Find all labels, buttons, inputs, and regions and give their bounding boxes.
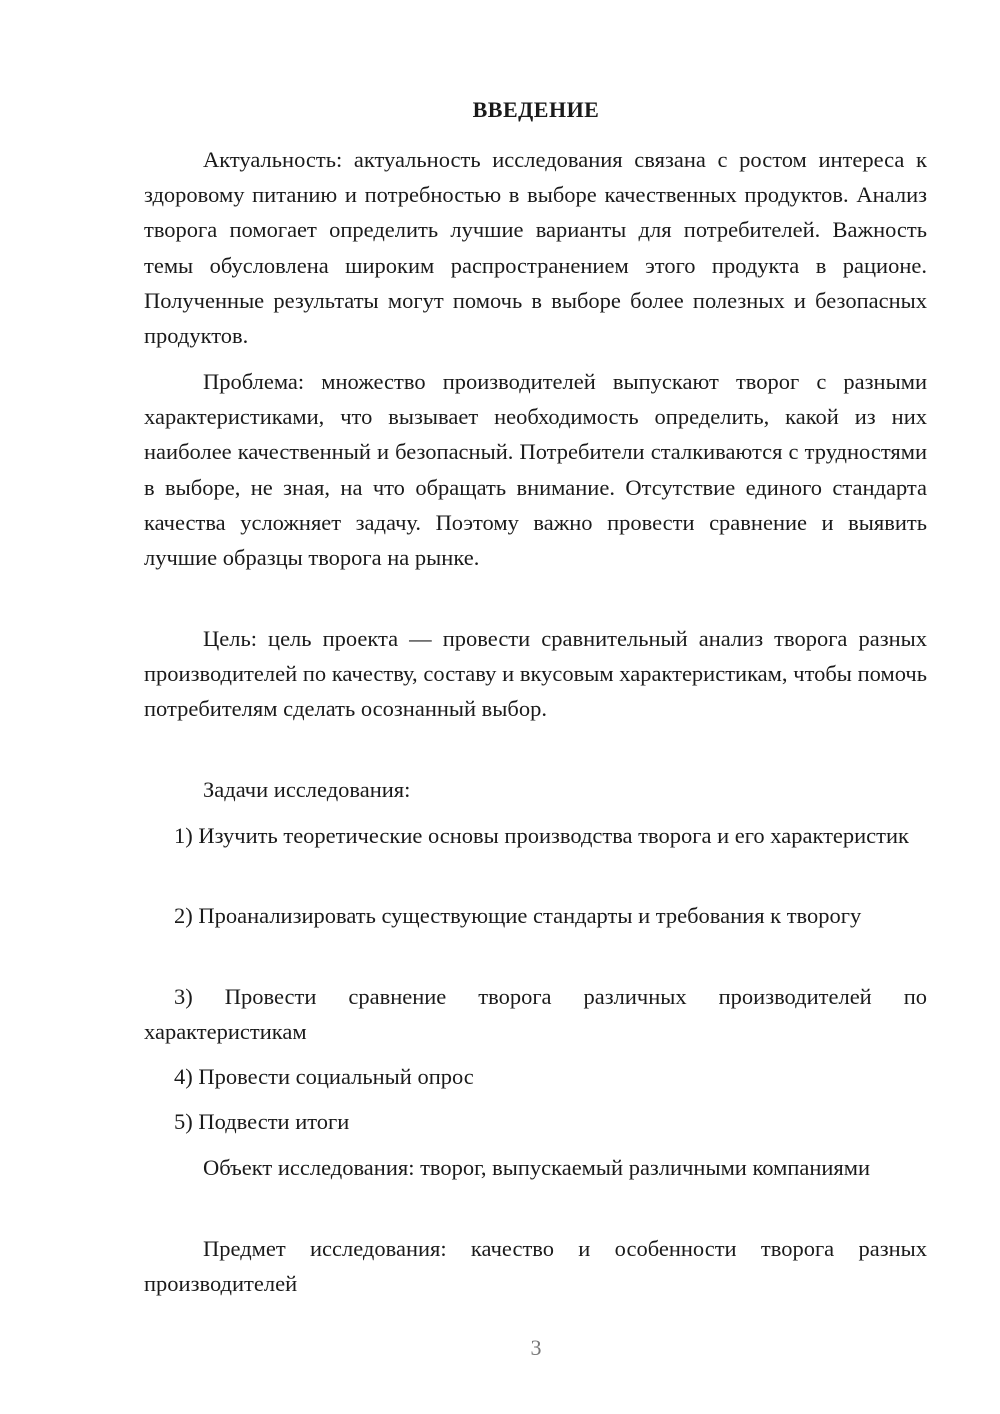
page-number: 3 — [530, 1335, 542, 1360]
page-title: ВВЕДЕНИЕ — [472, 97, 600, 122]
tasks-heading: Задачи исследования: — [203, 777, 411, 802]
paragraph-relevance: Актуальность: актуальность исследования связана с ростом интереса к здоровому питанию и потребностью в выборе качественных продуктов. Анализ творога помогает определить лучшие варианты для потребителей. Важность темы обусловлена широким распространением этого продукта в рационе. Полученные результаты могут помочь в выборе более полезных и безопасных продуктов. — [144, 147, 927, 349]
task-item-4: 4) Провести социальный опрос — [174, 1064, 474, 1089]
task-item-5: 5) Подвести итоги — [174, 1109, 350, 1134]
paragraph-object: Объект исследования: творог, выпускаемый различными компаниями — [203, 1155, 871, 1180]
task-item-2: 2) Проанализировать существующие стандарты и требования к творогу — [174, 903, 862, 928]
task-item-3: 3) Провести сравнение творога различных производителей по характеристикам — [144, 984, 927, 1045]
task-item-1: 1) Изучить теоретические основы производства творога и его характеристик — [174, 823, 909, 848]
paragraph-subject: Предмет исследования: качество и особенности творога разных производителей — [144, 1236, 927, 1297]
paragraph-goal: Цель: цель проекта — провести сравнительный анализ творога разных производителей по качеству, составу и вкусовым характеристикам, чтобы помочь потребителям сделать осознанный выбор. — [144, 626, 927, 722]
paragraph-problem: Проблема: множество производителей выпускают творог с разными характеристиками, что вызывает необходимость определить, какой из них наиболее качественный и безопасный. Потребители сталкиваются с трудностями в выборе, не зная, на что обращать внимание. Отсутствие единого стандарта качества усложняет задачу. Поэтому важно провести сравнение и выявить лучшие образцы творога на рынке. — [144, 369, 927, 571]
